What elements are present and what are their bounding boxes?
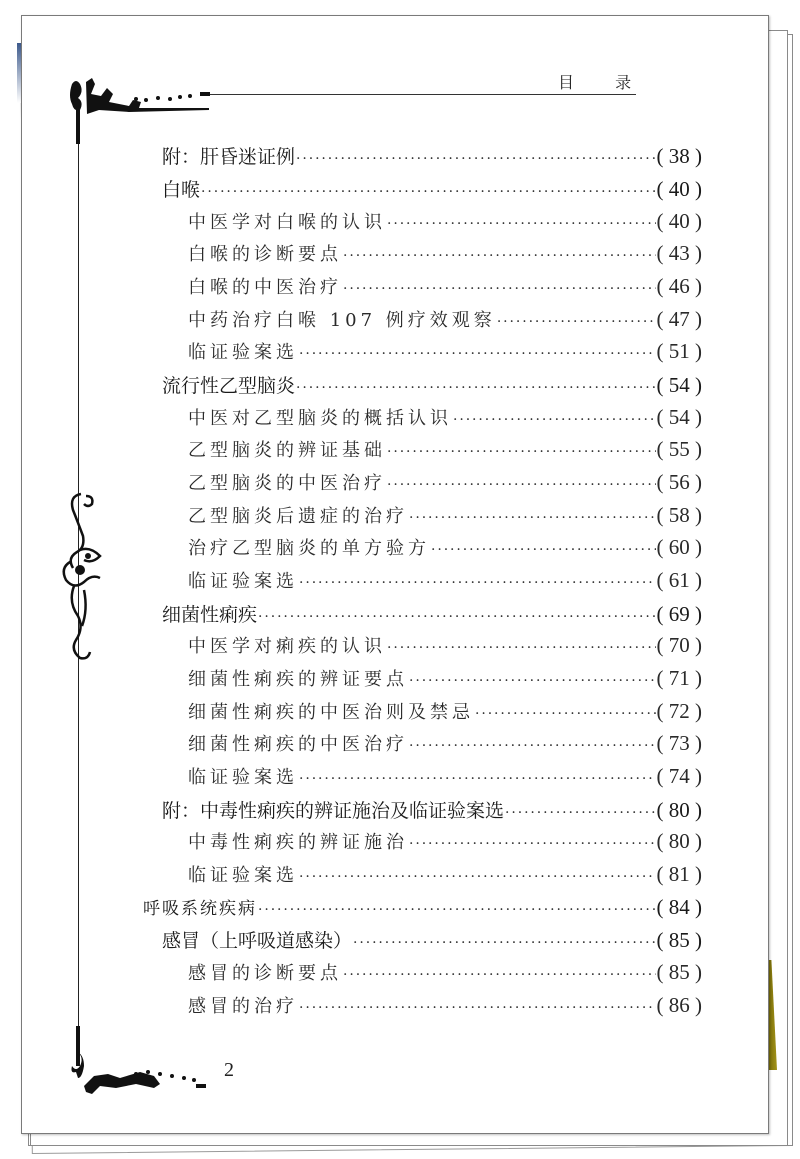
dot-leader (299, 346, 656, 362)
toc-entry-title: 乙型脑炎的中医治疗 (188, 473, 386, 494)
toc-entry-page: ( 54 ) (656, 373, 702, 397)
dot-leader (201, 184, 655, 200)
toc-entry-title: 中药治疗白喉 107 例疗效观察 (188, 310, 496, 331)
dot-leader (409, 738, 656, 754)
toc-entry-page: ( 81 ) (656, 862, 702, 886)
toc-entry-page: ( 61 ) (656, 568, 702, 592)
toc-entry-title: 白喉的中医治疗 (188, 277, 342, 298)
toc-entry-title: 呼吸系统疾病 (143, 899, 257, 919)
dot-leader (299, 575, 656, 591)
dot-leader (343, 967, 656, 983)
toc-entry-page: ( 74 ) (656, 764, 702, 788)
dot-leader (431, 542, 656, 558)
toc-entry-title: 白喉 (162, 179, 201, 201)
toc-entry[interactable] (188, 730, 702, 760)
toc-entry[interactable] (188, 632, 702, 662)
toc-entry-title: 中医学对白喉的认识 (188, 212, 386, 233)
toc-entry[interactable] (188, 567, 702, 597)
dot-leader (409, 836, 656, 852)
header-rule (210, 94, 636, 95)
dot-leader (475, 706, 656, 722)
toc-entry-title: 感冒的治疗 (188, 996, 298, 1017)
dot-leader (343, 248, 656, 264)
toc-entry-page: ( 73 ) (656, 731, 702, 755)
toc-entry-page: ( 38 ) (656, 144, 702, 168)
toc-entry-page: ( 85 ) (656, 960, 702, 984)
dot-leader (258, 609, 655, 625)
toc-entry-title: 流行性乙型脑炎 (162, 375, 296, 397)
toc-entry[interactable] (188, 828, 702, 858)
toc-entry-title: 乙型脑炎的辨证基础 (188, 440, 386, 461)
dot-leader (505, 805, 655, 821)
toc-entry[interactable] (188, 273, 702, 303)
toc-entry[interactable] (188, 208, 702, 238)
dot-leader (343, 281, 656, 297)
toc-entry-title: 乙型脑炎后遗症的治疗 (188, 506, 408, 527)
toc-entry[interactable] (188, 534, 702, 564)
toc-entry-page: ( 60 ) (656, 535, 702, 559)
toc-entry[interactable] (162, 600, 702, 630)
toc-entry-page: ( 69 ) (656, 602, 702, 626)
toc-entry[interactable] (162, 926, 702, 956)
dot-leader (387, 477, 656, 493)
toc-entry[interactable] (188, 665, 702, 695)
toc-entry-page: ( 47 ) (656, 307, 702, 331)
corner-flourish-top-icon (66, 74, 216, 144)
toc-entry-page: ( 70 ) (656, 633, 702, 657)
toc-entry[interactable] (188, 698, 702, 728)
toc-entry[interactable] (188, 959, 702, 989)
dot-leader (409, 510, 656, 526)
page-number: 2 (224, 1059, 234, 1081)
dot-leader (387, 444, 656, 460)
toc-entry-page: ( 51 ) (656, 339, 702, 363)
toc-entry[interactable] (188, 306, 702, 336)
toc-entry-page: ( 40 ) (656, 209, 702, 233)
toc-entry-title: 临证验案选 (188, 767, 298, 788)
toc-entry-page: ( 54 ) (656, 405, 702, 429)
toc-entry-page: ( 84 ) (656, 895, 702, 919)
toc-entry-title: 细菌性痢疾 (162, 604, 258, 626)
toc-entry-page: ( 86 ) (656, 993, 702, 1017)
toc-entry-title: 感冒的诊断要点 (188, 963, 342, 984)
toc-entry-page: ( 85 ) (656, 928, 702, 952)
toc-entry[interactable] (188, 469, 702, 499)
dot-leader (387, 640, 656, 656)
toc-entry-page: ( 71 ) (656, 666, 702, 690)
toc-entry[interactable] (188, 763, 702, 793)
toc-entry[interactable] (188, 436, 702, 466)
toc-entry[interactable] (162, 796, 702, 826)
dot-leader (299, 1000, 656, 1016)
dot-leader (353, 935, 655, 951)
toc-entry-page: ( 56 ) (656, 470, 702, 494)
toc-entry-title: 附：肝昏迷证例 (162, 146, 296, 168)
toc-entry-title: 治疗乙型脑炎的单方验方 (188, 538, 430, 559)
toc-entry[interactable] (188, 404, 702, 434)
toc-entry-page: ( 43 ) (656, 241, 702, 265)
toc-entry-title: 细菌性痢疾的辨证要点 (188, 669, 408, 690)
toc-entry[interactable] (188, 502, 702, 532)
dot-leader (409, 673, 656, 689)
toc-entry[interactable] (188, 992, 702, 1022)
toc-entry[interactable] (188, 861, 702, 891)
toc-entry[interactable] (162, 371, 702, 401)
scroll-ornament-icon (56, 490, 106, 670)
toc-entry-title: 白喉的诊断要点 (188, 244, 342, 265)
dot-leader (497, 314, 656, 330)
dot-leader (387, 216, 656, 232)
toc-entry-title: 细菌性痢疾的中医治疗 (188, 734, 408, 755)
toc-entry-title: 临证验案选 (188, 342, 298, 363)
running-header-title: 目 录 (558, 73, 650, 92)
toc-entry-page: ( 80 ) (656, 798, 702, 822)
toc-entry-page: ( 40 ) (656, 177, 702, 201)
toc-entry[interactable] (143, 894, 702, 924)
toc-entry-page: ( 80 ) (656, 829, 702, 853)
toc-entry-page: ( 58 ) (656, 503, 702, 527)
dot-leader (453, 412, 656, 428)
toc-entry-title: 感冒（上呼吸道感染） (162, 930, 353, 952)
toc-entry-page: ( 46 ) (656, 274, 702, 298)
toc-entry-title: 临证验案选 (188, 865, 298, 886)
corner-flourish-bottom-icon (66, 1026, 216, 1106)
toc-entry-title: 附：中毒性痢疾的辨证施治及临证验案选 (162, 800, 505, 822)
dot-leader (258, 902, 656, 918)
toc-entry-page: ( 55 ) (656, 437, 702, 461)
toc-entry-title: 细菌性痢疾的中医治则及禁忌 (188, 702, 474, 723)
toc-entry[interactable] (162, 175, 702, 205)
dot-leader (299, 869, 656, 885)
toc-entry[interactable] (188, 240, 702, 270)
toc-entry-page: ( 72 ) (656, 699, 702, 723)
dot-leader (296, 380, 655, 396)
toc-entry[interactable] (162, 142, 702, 172)
toc-entry-title: 中医学对痢疾的认识 (188, 636, 386, 657)
toc-entry-title: 中医对乙型脑炎的概括认识 (188, 408, 452, 429)
toc-entry-title: 临证验案选 (188, 571, 298, 592)
toc-entry[interactable] (188, 338, 702, 368)
dot-leader (299, 771, 656, 787)
toc-entry-title: 中毒性痢疾的辨证施治 (188, 832, 408, 853)
dot-leader (296, 151, 655, 167)
